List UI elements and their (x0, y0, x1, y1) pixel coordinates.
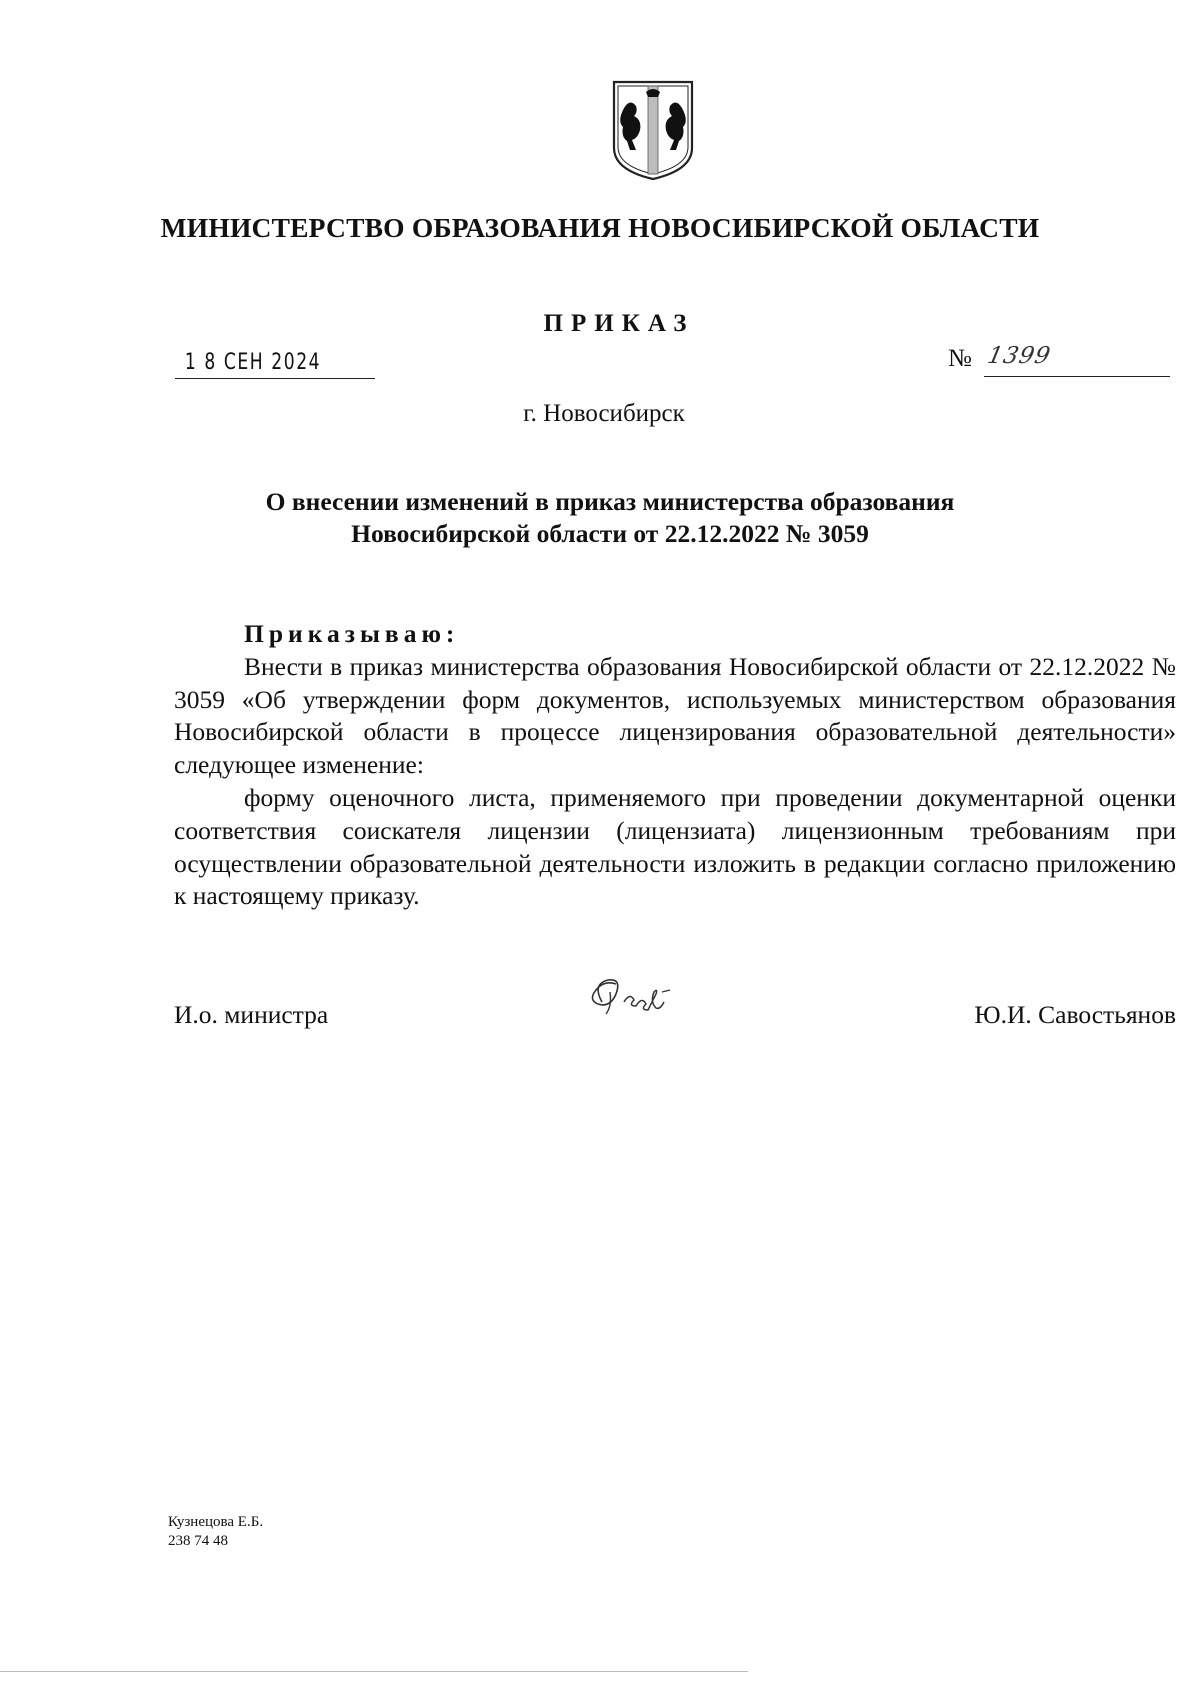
handwritten-signature-icon (582, 966, 702, 1030)
executor-phone: 238 74 48 (168, 1533, 228, 1549)
document-type: ПРИКАЗ (543, 310, 695, 337)
city: г. Новосибирск (523, 400, 685, 427)
signature-row (174, 1000, 1176, 1040)
title-line-2: Новосибирской области от 22.12.2022 № 3059 (351, 519, 869, 548)
body-paragraph-2: форму оценочного листа, применяемого при проведении документарной оценки соответствия соискателя лицензии (лицензиата) лицензионным требованиям при осуществлении образовательной деятельности изложить в редакции согласно приложению к настоящему приказу. (174, 782, 1176, 911)
signatory-name: Ю.И. Савостьянов (974, 1000, 1176, 1029)
document-body (174, 618, 1176, 913)
executor-info (168, 1513, 263, 1551)
body-paragraph-1: Внести в приказ министерства образования Новосибирской области от 22.12.2022 № 3059 «Об утверждении форм документов, используемых министерством образования Новосибирской области в процессе лицензирования образовательной деятельности» следующее изменение: (174, 651, 1176, 780)
signatory-role: И.о. министра (174, 1000, 329, 1029)
executor-name: Кузнецова Е.Б. (168, 1514, 264, 1530)
date-underline (175, 378, 375, 379)
order-number (948, 345, 1170, 381)
number-underline (984, 376, 1170, 377)
ministry-name: МИНИСТЕРСТВО ОБРАЗОВАНИЯ НОВОСИБИРСКОЙ ОБЛАСТИ (160, 212, 1040, 243)
number-value: 1399 (985, 343, 1054, 369)
coat-of-arms-icon (608, 78, 698, 182)
title-line-1: О внесении изменений в приказ министерства образования (265, 487, 955, 516)
order-verb: Приказываю: (244, 619, 460, 648)
bottom-divider (0, 1671, 748, 1672)
document-title (150, 486, 1050, 550)
date-stamp: 1 8 СЕН 2024 (184, 350, 322, 375)
number-sign: № (948, 345, 972, 372)
